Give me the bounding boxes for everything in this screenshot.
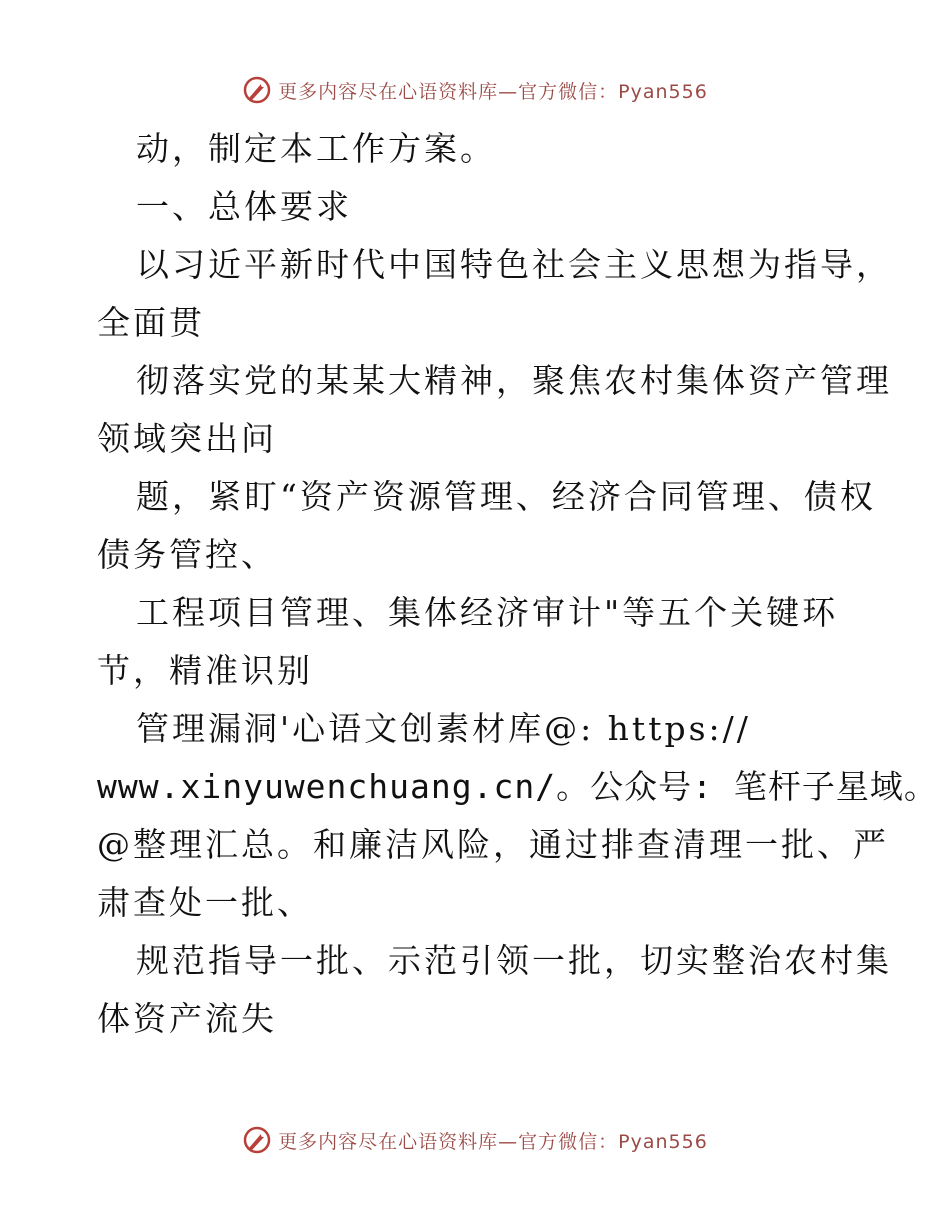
body-line: @整理汇总。和廉洁风险，通过排查清理一批、严 bbox=[97, 825, 889, 864]
body-line: 节，精准识别 bbox=[97, 651, 313, 690]
body-line: 体资产流失 bbox=[97, 999, 277, 1038]
body-line: 工程项目管理、集体经济审计"等五个关键环 bbox=[136, 593, 839, 632]
pen-circle-logo-icon bbox=[242, 75, 272, 105]
body-line: 以习近平新时代中国特色社会主义思想为指导， bbox=[136, 245, 892, 284]
body-line: 彻落实党的某某大精神，聚焦农村集体资产管理 bbox=[136, 361, 892, 400]
body-line: 肃查处一批、 bbox=[97, 883, 313, 922]
header-banner bbox=[0, 70, 950, 110]
body-line: 规范指导一批、示范引领一批，切实整治农村集 bbox=[136, 941, 892, 980]
footer-banner bbox=[0, 1120, 950, 1160]
body-line: 题，紧盯“资产资源管理、经济合同管理、债权 bbox=[136, 477, 876, 516]
pen-circle-logo-icon bbox=[242, 1125, 272, 1155]
section-heading: 一、总体要求 bbox=[136, 187, 352, 226]
body-line-url: www.xinyuwenchuang.cn/。公众号: 笔杆子星域。 bbox=[97, 767, 938, 806]
header-banner-text: 更多内容尽在心语资料库—官方微信：Pyan556 bbox=[278, 80, 708, 103]
body-line: 动，制定本工作方案。 bbox=[136, 129, 496, 168]
body-line: 领域突出问 bbox=[97, 419, 277, 458]
footer-banner-text: 更多内容尽在心语资料库—官方微信：Pyan556 bbox=[278, 1130, 708, 1153]
body-line: 债务管控、 bbox=[97, 535, 277, 574]
document-body bbox=[0, 120, 950, 1080]
body-line: 全面贯 bbox=[97, 303, 205, 342]
body-line: 管理漏洞'心语文创素材库@: https:// bbox=[136, 709, 751, 748]
